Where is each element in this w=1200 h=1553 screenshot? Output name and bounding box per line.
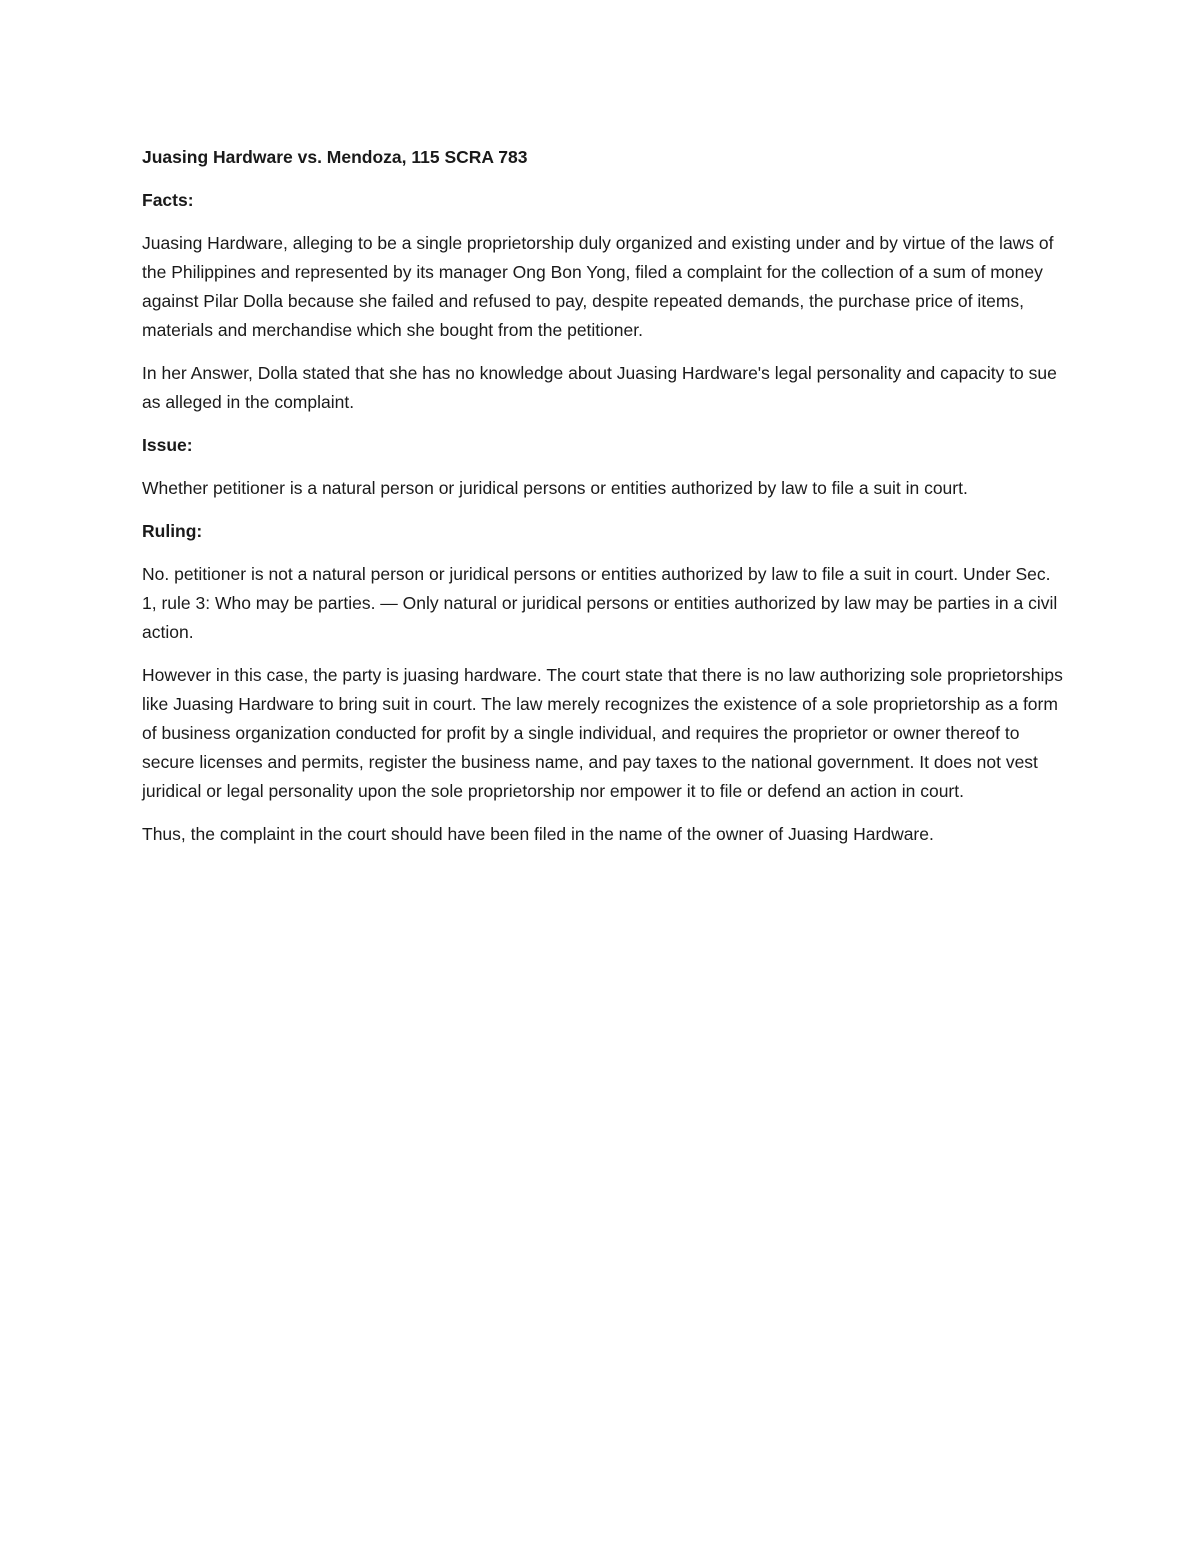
ruling-paragraph-2: However in this case, the party is juasing hardware. The court state that there is no law authorizing sole proprietorships like Juasing Hardware to bring suit in court. The law merely recognizes the existence of a sole proprietorship as a form of business organization conducted for profit by a single individual, and requires the proprietor or owner thereof to secure licenses and permits, register the business name, and pay taxes to the national government. It does not vest juridical or legal personality upon the sole proprietorship nor empower it to file or defend an action in court.	[142, 665, 1063, 801]
case-title: Juasing Hardware vs. Mendoza, 115 SCRA 783	[142, 147, 528, 167]
facts-paragraph-2: In her Answer, Dolla stated that she has no knowledge about Juasing Hardware's legal personality and capacity to sue as alleged in the complaint.	[142, 363, 1057, 412]
document-body	[142, 143, 1067, 863]
facts-heading: Facts:	[142, 190, 194, 210]
facts-paragraph-1: Juasing Hardware, alleging to be a single proprietorship duly organized and existing under and by virtue of the laws of the Philippines and represented by its manager Ong Bon Yong, filed a complaint for the collection of a sum of money against Pilar Dolla because she failed and refused to pay, despite repeated demands, the purchase price of items, materials and merchandise which she bought from the petitioner.	[142, 233, 1054, 340]
ruling-paragraph-3: Thus, the complaint in the court should have been filed in the name of the owner of Juasing Hardware.	[142, 824, 934, 844]
ruling-heading: Ruling:	[142, 521, 203, 541]
ruling-paragraph-1: No. petitioner is not a natural person or juridical persons or entities authorized by law to file a suit in court. Under Sec. 1, rule 3: Who may be parties. — Only natural or juridical persons or entities authorized by law may be parties in a civil action.	[142, 564, 1058, 642]
issue-paragraph: Whether petitioner is a natural person or juridical persons or entities authorized by law to file a suit in court.	[142, 478, 968, 498]
issue-heading: Issue:	[142, 435, 193, 455]
